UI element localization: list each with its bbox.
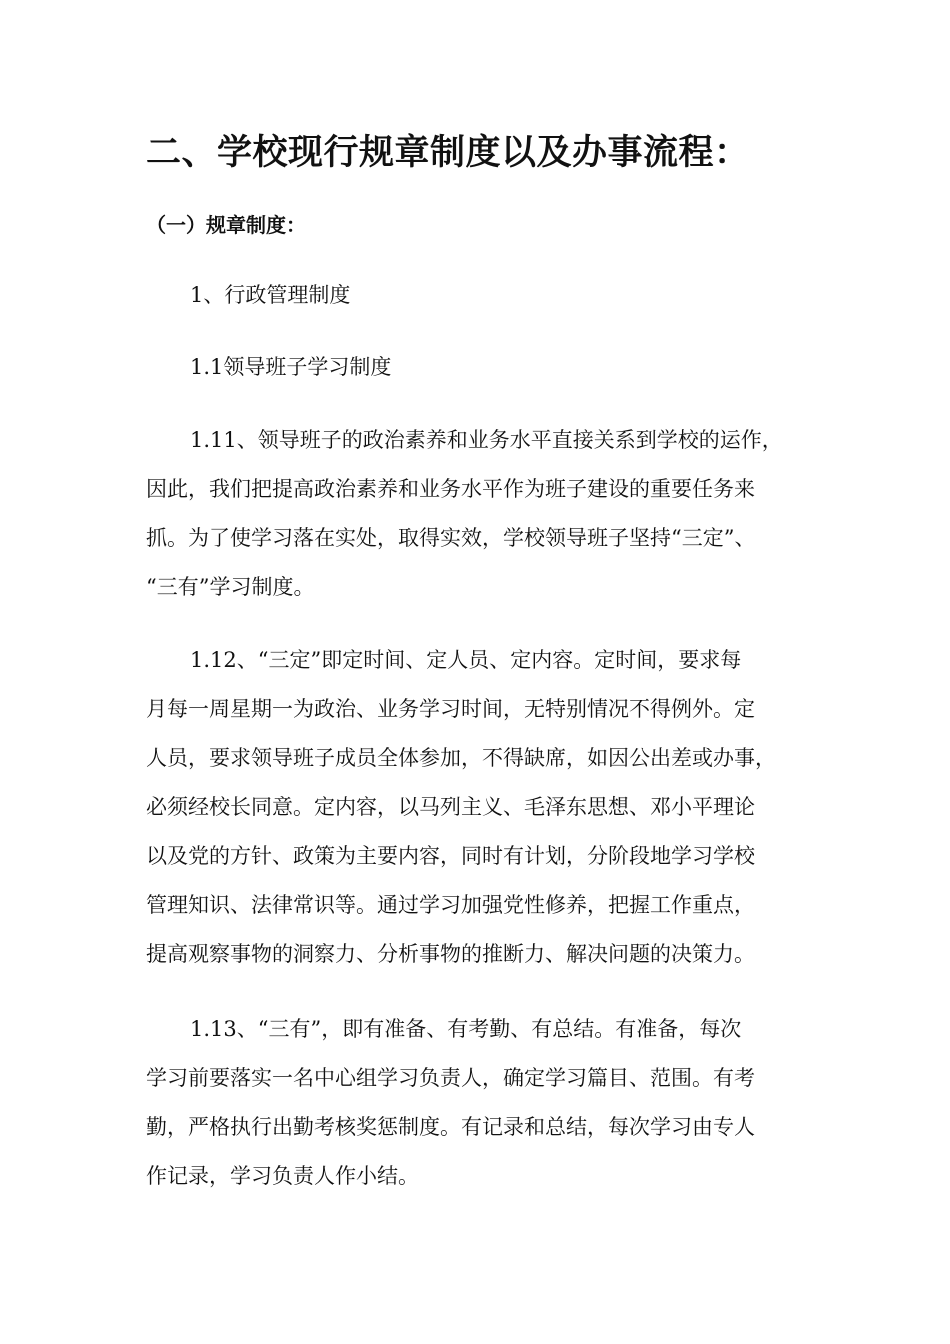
paragraph-line: 作记录，学习负责人作小结。 (146, 1164, 419, 1188)
paragraph-line: 月每一周星期一为政治、业务学习时间，无特别情况不得例外。定 (146, 697, 755, 721)
section-heading: （一）规章制度： (146, 213, 306, 237)
paragraph-line: 抓。为了使学习落在实处，取得实效，学校领导班子坚持“三定”、 (146, 526, 756, 550)
paragraph-1-12 (146, 636, 806, 979)
paragraph-line: 管理知识、法律常识等。通过学习加强党性修养，把握工作重点， (146, 893, 755, 917)
paragraph-line: 因此，我们把提高政治素养和业务水平作为班子建设的重要任务来 (146, 477, 755, 501)
paragraph-line: 1.11、领导班子的政治素养和业务水平直接关系到学校的运作， (190, 428, 783, 452)
paragraph-line: “三有”学习制度。 (146, 575, 315, 599)
paragraph-line: 人员，要求领导班子成员全体参加，不得缺席，如因公出差或办事， (146, 746, 776, 770)
document-title: 二、学校现行规章制度以及办事流程： (146, 133, 750, 173)
subsubsection-heading: 1.1领导班子学习制度 (190, 355, 392, 379)
subsection-heading: 1、行政管理制度 (190, 283, 351, 307)
paragraph-line: 提高观察事物的洞察力、分析事物的推断力、解决问题的决策力。 (146, 942, 755, 966)
paragraph-line: 1.13、“三有”，即有准备、有考勤、有总结。有准备，每次 (190, 1017, 742, 1041)
paragraph-line: 以及党的方针、政策为主要内容，同时有计划，分阶段地学习学校 (146, 844, 755, 868)
paragraph-line: 勤，严格执行出勤考核奖惩制度。有记录和总结，每次学习由专人 (146, 1115, 755, 1139)
paragraph-line: 1.12、“三定”即定时间、定人员、定内容。定时间，要求每 (190, 648, 742, 672)
paragraph-1-13 (146, 1005, 806, 1201)
paragraph-line: 学习前要落实一名中心组学习负责人，确定学习篇目、范围。有考 (146, 1066, 755, 1090)
paragraph-line: 必须经校长同意。定内容，以马列主义、毛泽东思想、邓小平理论 (146, 795, 755, 819)
paragraph-1-11 (146, 416, 806, 612)
